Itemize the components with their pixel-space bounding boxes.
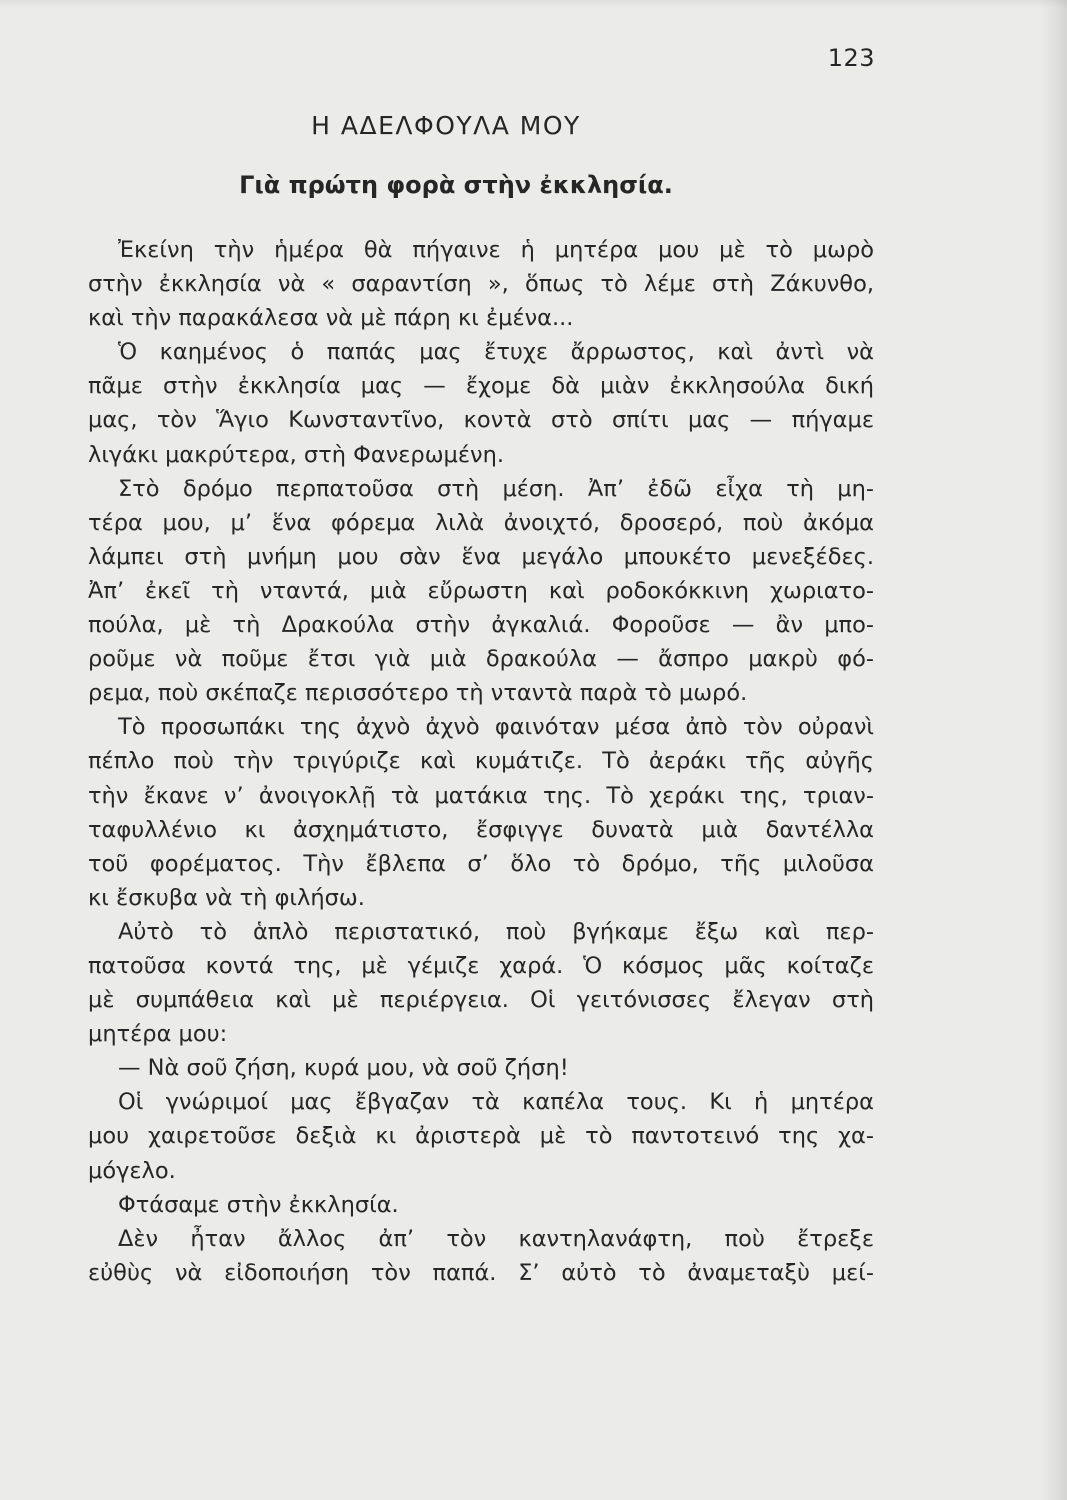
text-line: μὲ συμπάθεια καὶ μὲ περιέργεια. Οἱ γειτόνισσες ἔλεγαν στὴ xyxy=(88,987,874,1014)
text-line: μας, τὸν Ἅγιο Κωνσταντῖνο, κοντὰ στὸ σπίτι μας — πήγαμε xyxy=(88,407,874,434)
text-line: πέπλο ποὺ τὴν τριγύριζε καὶ κυμάτιζε. Τὸ ἀεράκι τῆς αὐγῆς xyxy=(88,748,874,775)
text-line: τὴν ἔκανε ν’ ἀνοιγοκλῇ τὰ ματάκια της. Τὸ χεράκι της, τριαν- xyxy=(88,782,874,809)
text-line: Ὁ καημένος ὁ παπάς μας ἔτυχε ἄρρωστος, καὶ ἀντὶ νὰ xyxy=(118,339,874,366)
text-line: Στὸ δρόμο περπατοῦσα στὴ μέση. Ἀπ’ ἐδῶ εἶχα τὴ μη- xyxy=(118,475,874,502)
text-line: — Νὰ σοῦ ζήση, κυρά μου, νὰ σοῦ ζήση! xyxy=(118,1055,569,1082)
text-line: εὐθὺς νὰ εἰδοποιήση τὸν παπά. Σ’ αὐτὸ τὸ ἀναμεταξὺ μεί- xyxy=(88,1259,874,1286)
text-line: λάμπει στὴ μνήμη μου σὰν ἕνα μεγάλο μπουκέτο μενεξέδες. xyxy=(88,543,874,570)
text-line: κι ἔσκυβα νὰ τὴ φιλήσω. xyxy=(88,884,365,911)
text-line: πούλα, μὲ τὴ Δρακούλα στὴν ἀγκαλιά. Φοροῦσε — ἂν μπο- xyxy=(88,612,874,639)
chapter-title: Η ΑΔΕΛΦΟΥΛΑ ΜΟΥ xyxy=(311,111,581,140)
text-line: λιγάκι μακρύτερα, στὴ Φανερωμένη. xyxy=(88,441,505,468)
text-line: Τὸ προσωπάκι της ἀχνὸ ἀχνὸ φαινόταν μέσα ἀπὸ τὸν οὐρανὶ xyxy=(118,714,874,741)
body-text xyxy=(88,233,874,1290)
text-line: μου χαιρετοῦσε δεξιὰ κι ἀριστερὰ μὲ τὸ παντοτεινό της χα- xyxy=(88,1123,874,1150)
text-line: ροῦμε νὰ ποῦμε ἔτσι γιὰ μιὰ δρακούλα — ἄσπρο μακρὺ φό- xyxy=(88,646,874,673)
page-top-edge xyxy=(0,0,1067,8)
text-line: καὶ τὴν παρακάλεσα νὰ μὲ πάρη κι ἐμένα... xyxy=(88,305,574,332)
text-line: Αὐτὸ τὸ ἁπλὸ περιστατικό, ποὺ βγήκαμε ἔξω καὶ περ- xyxy=(118,918,874,945)
text-line: Ἐκείνη τὴν ἡμέρα θὰ πήγαινε ἡ μητέρα μου μὲ τὸ μωρὸ xyxy=(118,237,874,263)
text-line: Ἀπ’ ἐκεῖ τὴ νταντά, μιὰ εὔρωστη καὶ ροδοκόκκινη χωριατο- xyxy=(88,577,874,604)
text-line: μόγελο. xyxy=(88,1157,176,1184)
text-line: μητέρα μου: xyxy=(88,1021,228,1048)
text-line: τοῦ φορέματος. Τὴν ἔβλεπα σ’ ὅλο τὸ δρόμο, τῆς μιλοῦσα xyxy=(88,850,874,877)
text-line: ταφυλλένιο κι ἀσχημάτιστο, ἔσφιγγε δυνατὰ μιὰ δαντέλλα xyxy=(88,816,874,843)
text-line: Δὲν ἦταν ἄλλος ἀπ’ τὸν καντηλανάφτη, ποὺ ἔτρεξε xyxy=(118,1225,874,1252)
text-line: στὴν ἐκκλησία νὰ « σαραντίση », ὅπως τὸ λέμε στὴ Ζάκυνθο, xyxy=(88,271,874,298)
text-line: πᾶμε στὴν ἐκκλησία μας — ἔχομε δὰ μιὰν ἐκκλησούλα δική xyxy=(88,373,874,400)
text-line: ρεμα, ποὺ σκέπαζε περισσότερο τὴ νταντὰ παρὰ τὸ μωρό. xyxy=(88,680,748,707)
section-heading: Γιὰ πρώτη φορὰ στὴν ἐκκλησία. xyxy=(239,171,673,199)
text-line: Οἱ γνώριμοί μας ἔβγαζαν τὰ καπέλα τους. Κι ἡ μητέρα xyxy=(118,1089,874,1116)
text-line: πατοῦσα κοντά της, μὲ γέμιζε χαρά. Ὁ κόσμος μᾶς κοίταζε xyxy=(88,952,874,979)
page-number: 123 xyxy=(827,44,875,72)
text-line: τέρα μου, μ’ ἕνα φόρεμα λιλὰ ἀνοιχτό, δροσερό, ποὺ ἀκόμα xyxy=(88,509,874,536)
page-edge-shadow xyxy=(1040,0,1067,1500)
text-line: Φτάσαμε στὴν ἐκκλησία. xyxy=(118,1191,399,1218)
